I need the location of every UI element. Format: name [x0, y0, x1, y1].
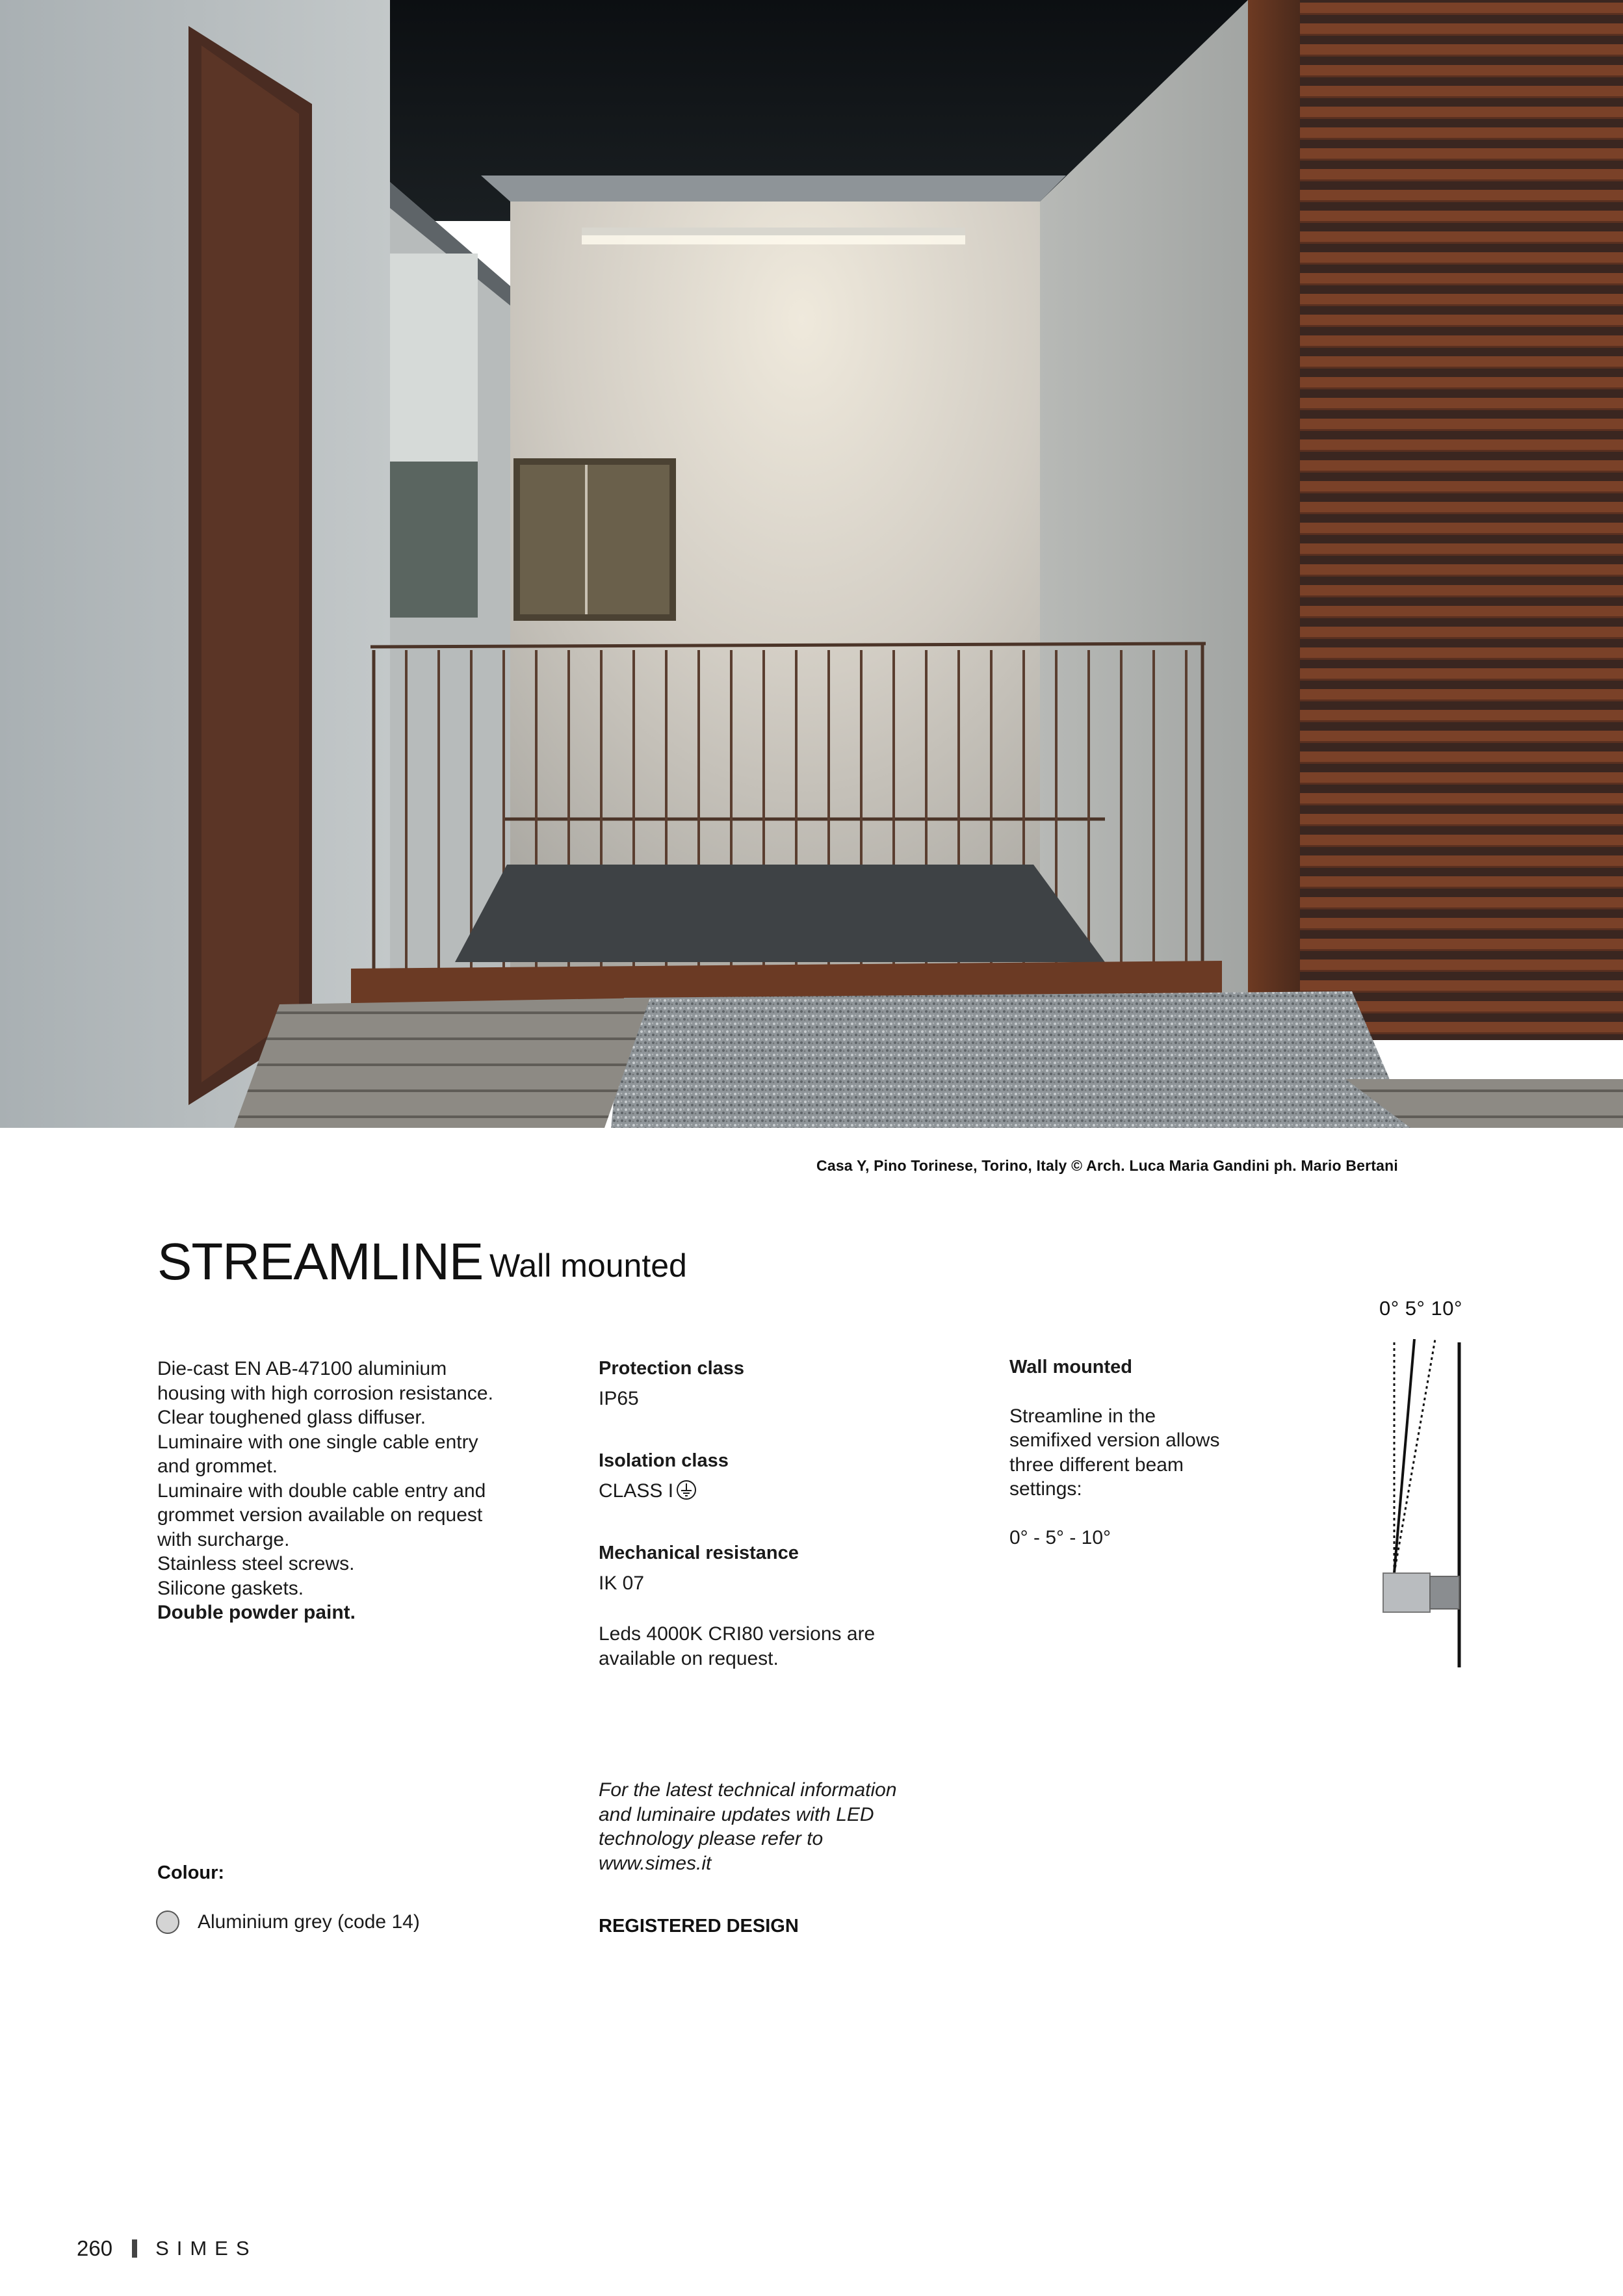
protection-class-label: Protection class: [599, 1358, 745, 1379]
registered-design: REGISTERED DESIGN: [599, 1916, 799, 1937]
protection-class-value: IP65: [599, 1387, 639, 1409]
beam-angle-diagram: [1371, 1333, 1475, 1674]
brand-name: SIMES: [155, 2237, 257, 2260]
mounting-line: semifixed version allows: [1009, 1429, 1220, 1451]
luminaire-body: [1383, 1573, 1430, 1612]
product-title: STREAMLINE: [157, 1233, 484, 1290]
note-line: For the latest technical information: [599, 1779, 897, 1801]
description-bold-line: Double powder paint.: [157, 1602, 356, 1623]
description-line: Die-cast EN AB-47100 aluminium: [157, 1358, 447, 1379]
mechanical-resistance-value: IK 07: [599, 1572, 645, 1594]
description-line: Luminaire with double cable entry and: [157, 1480, 486, 1502]
footer-divider: [132, 2239, 137, 2258]
leds-note-line: Leds 4000K CRI80 versions are: [599, 1623, 876, 1645]
description-line: Stainless steel screws.: [157, 1553, 355, 1574]
description-line: Luminaire with one single cable entry: [157, 1431, 478, 1453]
colour-option-label: Aluminium grey (code 14): [198, 1911, 420, 1933]
mounting-line: Streamline in the: [1009, 1405, 1156, 1427]
isolation-class-value: CLASS I: [599, 1480, 674, 1502]
hero-photo: [0, 0, 1623, 1128]
courtyard-photo: [0, 0, 1623, 1128]
description-line: grommet version available on request: [157, 1504, 483, 1526]
description-column: [157, 1357, 534, 1625]
mounting-column: [1009, 1355, 1282, 1550]
beam-line-5: [1394, 1339, 1414, 1573]
luminaire-bracket: [1430, 1576, 1459, 1609]
beam-line-10: [1394, 1339, 1435, 1573]
product-subtitle: Wall mounted: [489, 1247, 687, 1284]
colour-label: Colour:: [157, 1862, 225, 1883]
photo-caption: Casa Y, Pino Torinese, Torino, Italy © Arch. Luca Maria Gandini ph. Mario Bertani: [816, 1157, 1398, 1174]
description-line: with surcharge.: [157, 1528, 290, 1550]
page-number: 260: [77, 2236, 113, 2260]
mounting-title: Wall mounted: [1009, 1357, 1133, 1377]
specs-column: [599, 1357, 963, 1671]
colour-option: [156, 1911, 420, 1934]
page-footer: [77, 2236, 257, 2261]
description-line: Silicone gaskets.: [157, 1577, 304, 1599]
colour-swatch: [156, 1911, 179, 1934]
note-link[interactable]: www.simes.it: [599, 1852, 712, 1874]
technical-note: [599, 1778, 963, 1875]
isolation-class-row: [599, 1479, 963, 1504]
mounting-line: settings:: [1009, 1478, 1082, 1500]
beam-angles-label: 0° 5° 10°: [1379, 1297, 1462, 1320]
leds-note-line: available on request.: [599, 1647, 779, 1669]
description-line: and grommet.: [157, 1455, 278, 1477]
isolation-class-label: Isolation class: [599, 1450, 729, 1471]
mounting-line: three different beam: [1009, 1454, 1184, 1476]
description-line: Clear toughened glass diffuser.: [157, 1407, 426, 1428]
mounting-angles: 0° - 5° - 10°: [1009, 1526, 1111, 1548]
description-line: housing with high corrosion resistance.: [157, 1382, 493, 1404]
mechanical-resistance-label: Mechanical resistance: [599, 1543, 799, 1563]
note-line: and luminaire updates with LED: [599, 1803, 874, 1825]
note-line: technology please refer to: [599, 1828, 824, 1849]
earth-ground-icon: [676, 1480, 697, 1500]
